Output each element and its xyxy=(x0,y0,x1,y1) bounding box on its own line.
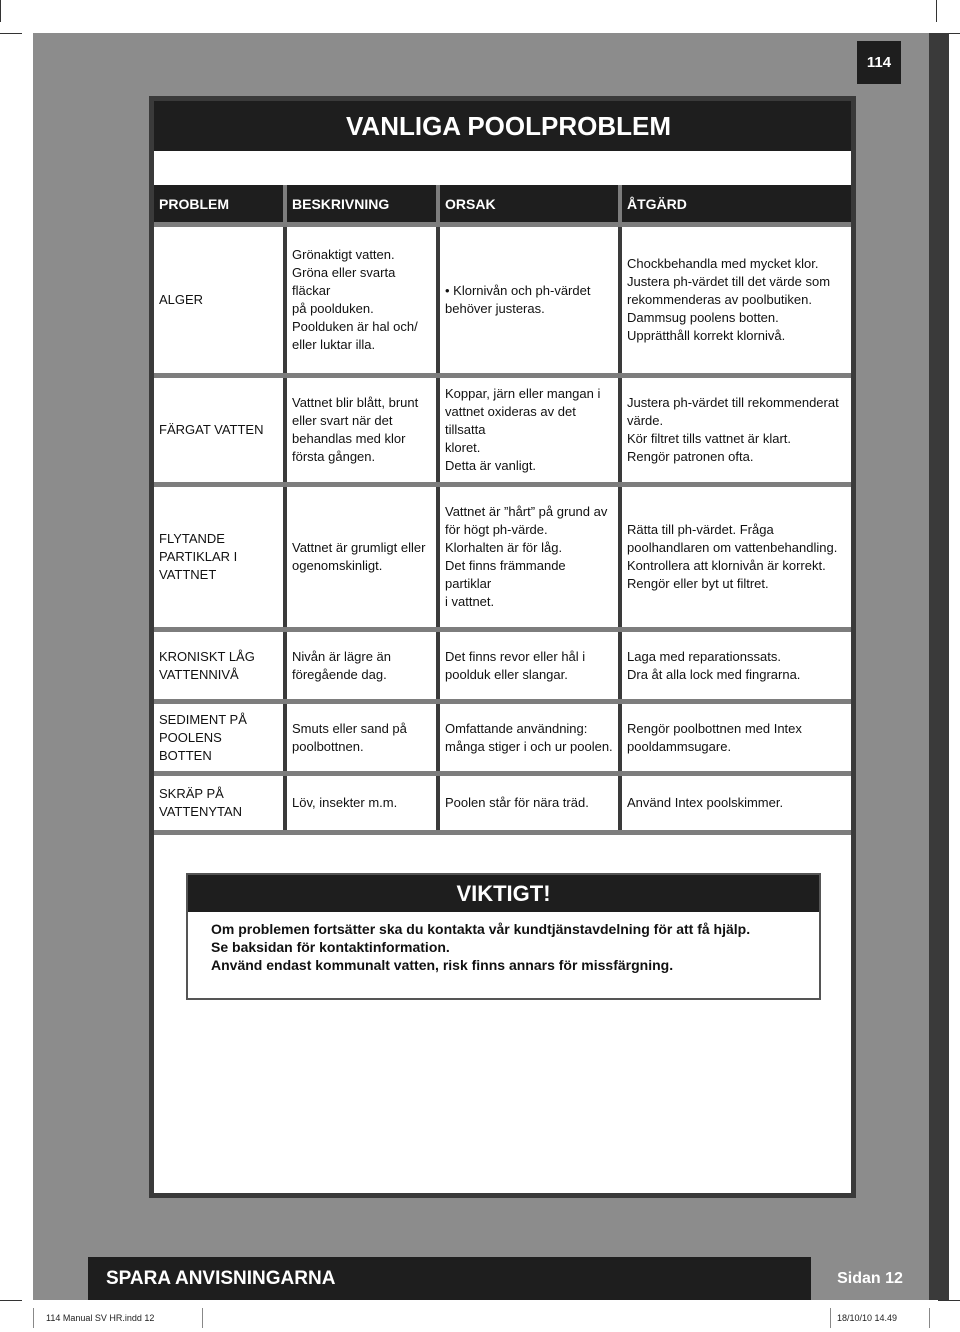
column-header-beskrivning: BESKRIVNING xyxy=(287,185,436,222)
cell-beskrivning: Nivån är lägre än föregående dag. xyxy=(292,648,391,682)
cell-orsak: Omfattande användning: många stiger i och ur poolen. xyxy=(445,720,613,754)
cell-problem: SKRÄP PÅ VATTENYTAN xyxy=(159,786,243,819)
cell-beskrivning: Grönaktigt vatten. Gröna eller svarta fläckar på poolduken. Poolduken är hal och/ eller luktar illa. xyxy=(292,247,418,352)
content-panel xyxy=(149,96,856,1198)
cell-problem: FÄRGAT VATTEN xyxy=(159,422,264,437)
table-row xyxy=(154,704,283,771)
cell-atgard: Använd Intex poolskimmer. xyxy=(627,795,784,810)
cell-problem: SEDIMENT PÅ POOLENS BOTTEN xyxy=(159,711,247,763)
column-header-atgard: ÅTGÄRD xyxy=(622,185,851,222)
cell-atgard: Justera ph-värdet till rekommenderat värde. Kör filtret tills vattnet är klart. Rengör patronen ofta. xyxy=(627,395,839,464)
cell-orsak: Vattnet är ”hårt” på grund av för högt ph-värde. Klorhalten är för låg. Det finns främmande partiklar i vattnet. xyxy=(445,504,608,609)
cell-beskrivning: Smuts eller sand på poolbottnen. xyxy=(292,720,407,754)
footer-title: SPARA ANVISNINGARNA xyxy=(106,1267,336,1289)
slug-filename: 114 Manual SV HR.indd 12 xyxy=(33,1308,203,1328)
notice-line: Använd endast kommunalt vatten, risk finns annars för missfärgning. xyxy=(211,957,674,973)
footer-page-label: Sidan 12 xyxy=(811,1257,929,1300)
cell-atgard: Rengör poolbottnen med Intex pooldammsugare. xyxy=(627,720,802,754)
table-row xyxy=(154,227,283,373)
table-row xyxy=(154,632,283,699)
table-row xyxy=(154,776,283,830)
cell-beskrivning: Vattnet är grumligt eller ogenomskinligt. xyxy=(292,540,426,573)
footer-bar xyxy=(88,1257,929,1300)
crop-mark xyxy=(0,1300,22,1301)
cell-orsak: Koppar, järn eller mangan i vattnet oxideras av det tillsatta kloret. Detta är vanligt. xyxy=(445,386,601,473)
notice-body xyxy=(211,920,750,974)
cell-problem: FLYTANDE PARTIKLAR I VATTNET xyxy=(159,531,238,582)
cell-problem: ALGER xyxy=(159,292,204,307)
notice-title: VIKTIGT! xyxy=(188,875,819,912)
problem-table xyxy=(154,185,851,835)
slug-date: 18/10/10 14.49 xyxy=(830,1308,930,1328)
cell-beskrivning: Löv, insekter m.m. xyxy=(292,795,398,810)
crop-mark xyxy=(936,0,937,22)
cell-orsak: • Klornivån och ph-värdet behöver justeras. xyxy=(445,283,591,316)
crop-mark xyxy=(938,1300,960,1301)
cell-orsak: Poolen står för nära träd. xyxy=(445,795,589,810)
cell-atgard: Rätta till ph-värdet. Fråga poolhandlaren om vattenbehandling. Kontrollera att klornivån är korrekt. Rengör eller byt ut filtret. xyxy=(627,522,838,591)
crop-mark xyxy=(0,33,22,34)
page-title: VANLIGA POOLPROBLEM xyxy=(154,101,851,151)
column-header-orsak: ORSAK xyxy=(440,185,618,222)
important-notice xyxy=(186,873,821,1000)
cell-beskrivning: Vattnet blir blått, brunt eller svart när det behandlas med klor första gången. xyxy=(292,395,419,464)
notice-line: Om problemen fortsätter ska du kontakta vår kundtjänstavdelning för att få hjälp. xyxy=(211,921,751,937)
cell-atgard: Chockbehandla med mycket klor. Justera ph-värdet till det värde som rekommenderas av poolbutiken. Dammsug poolens botten. Upprätthåll korrekt klornivå. xyxy=(627,256,831,343)
page-number: 114 xyxy=(857,41,901,84)
cell-atgard: Laga med reparationssats. Dra åt alla lock med fingrarna. xyxy=(627,648,801,682)
page-edge-strip xyxy=(929,33,949,1300)
table-row xyxy=(154,378,283,482)
column-header-problem: PROBLEM xyxy=(154,185,283,222)
crop-mark xyxy=(0,0,1,22)
cell-orsak: Det finns revor eller hål i poolduk eller slangar. xyxy=(445,648,586,682)
cell-problem: KRONISKT LÅG VATTENNIVÅ xyxy=(159,648,255,682)
table-row xyxy=(154,487,283,627)
notice-line: Se baksidan för kontaktinformation. xyxy=(211,939,450,955)
